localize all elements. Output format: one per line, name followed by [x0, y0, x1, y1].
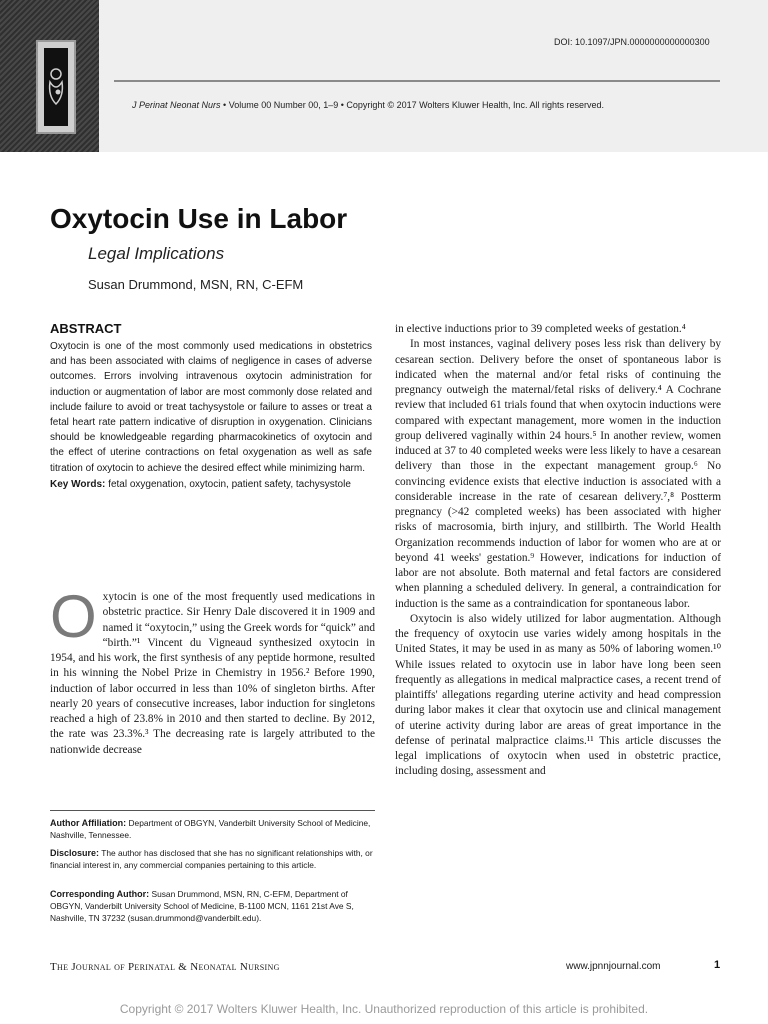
journal-abbrev: J Perinat Neonat Nurs: [132, 100, 221, 110]
affiliation-text: Department of OBGYN, Vanderbilt University School of Medicine, Nashville, Tennessee.: [50, 818, 371, 840]
header-band: [0, 0, 768, 152]
drop-cap: O: [50, 583, 97, 650]
page-number: 1: [714, 959, 721, 971]
disclosure-text: The author has disclosed that she has no significant relationships with, or financial interest in, any commercial companies pertaining to this article.: [50, 848, 373, 870]
mother-child-logo-icon: [44, 48, 68, 126]
paragraph-1: in elective inductions prior to 39 completed weeks of gestation.⁴: [395, 323, 686, 335]
keywords: [50, 477, 372, 492]
author-byline: Susan Drummond, MSN, RN, C-EFM: [88, 277, 304, 292]
logo-frame: [36, 40, 76, 134]
disclosure-label: Disclosure:: [50, 848, 100, 858]
author-affiliation: [50, 817, 375, 841]
affiliation-divider: [50, 810, 375, 811]
copyright-notice: Copyright © 2017 Wolters Kluwer Health, Inc. Unauthorized reproduction of this article is prohibited.: [119, 1002, 649, 1016]
keywords-label: Key Words:: [50, 478, 106, 490]
abstract-text: Oxytocin is one of the most commonly used medications in obstetrics and has been associated with claims of negligence in cases of adverse outcomes. Errors involving intravenous oxytocin administration for induction or augmentation of labor are most commonly dose related and include failure to avoid or treat tachysystole or failure to asses or treat a fetal heart rate pattern indicative of disruption in oxygenation. Clinicians should be knowledgeable regarding pharmacokinetics of oxytocin and the effect of uterine contractions on fetal oxygenation as well as safe titration of oxytocin to achieve the desired effect while minimizing harm.: [50, 341, 372, 474]
citation-details: • Volume 00 Number 00, 1–9 • Copyright © 2017 Wolters Kluwer Health, Inc. All rights reserved.: [220, 100, 604, 110]
header-divider: [114, 80, 720, 82]
body-column-left: [50, 583, 375, 758]
affiliation-label: Author Affiliation:: [50, 818, 127, 828]
corresponding-text: Susan Drummond, MSN, RN, C-EFM, Department of OBGYN, Vanderbilt University School of Medicine, B-1100 MCN, 1161 21st Ave S, Nashville, TN 37232 (susan.drummond@vanderbilt.edu).: [50, 889, 354, 923]
abstract-heading: ABSTRACT: [50, 321, 122, 336]
corresponding-author: [50, 888, 375, 924]
article-title: Oxytocin Use in Labor: [50, 203, 348, 234]
paragraph-2: In most instances, vaginal delivery poses less risk than delivery by cesarean section. Delivery before the onset of spontaneous labor is indicated when the maternal and/or fetal risks of continuing the pregnancy outweigh the maternal/fetal risks of delivery.⁴ A Cochrane review that included 61 trials found that when oxytocin inductions were compared with expectant management, more women in the induction group delivered vaginally within 24 hours.⁵ In another review, women induced at 37 to 40 completed weeks were less likely to have a cesarean delivery than those in the expectant management group.⁶ No convincing evidence exists that elective induction is associated with a considerable increase in the rate of cesarean delivery.⁷,⁸ Postterm pregnancy (>42 completed weeks) has been associated with higher risks of macrosomia, birth injury, and stillbirth. The World Health Organization recommends induction of labor for women who are at or beyond 41 weeks' gestation.⁹ However, indications for induction of labor are not absolute. Both maternal and fetal factors are considered when planning a scheduled delivery. In general, a contraindication for induction is the same as a contraindication for spontaneous labor.: [395, 338, 721, 610]
keywords-list: fetal oxygenation, oxytocin, patient safety, tachysystole: [105, 478, 351, 490]
abstract-section: [50, 321, 372, 492]
body-column-right: [395, 322, 721, 780]
intro-paragraph: xytocin is one of the most frequently used medications in obstetric practice. Sir Henry Dale discovered it in 1909 and named it “oxytocin,” using the Greek words for “quick” and “birth.”¹ Vincent du Vigneaud synthesized oxytocin in 1954, and his work, the first synthesis of any peptide hormone, resulted in his winning the Nobel Prize in Chemistry in 1956.² Before 1990, induction of labor occurred in less than 10% of singleton births. After nearly 20 years of consecutive increases, labor induction for singletons reached a high of 23.8% in 2010 and then started to decline. By 2012, the rate was 23.3%.³ The decreasing rate is largely attributed to the nationwide decrease: [50, 591, 375, 756]
corresponding-label: Corresponding Author:: [50, 889, 150, 899]
paragraph-3: Oxytocin is also widely utilized for labor augmentation. Although the frequency of oxytocin use varies widely among hospitals in the United States, it may be used in as many as 50% of laboring women.¹⁰ While issues related to oxytocin use in labor have long been seen frequently as allegations in medical malpractice cases, a recent trend of plaintiffs' allegations regarding uterine activity and head compression during labor makes it clear that oxytocin use and clinical management of uterine activity during labor are areas of great importance in the defense of perinatal malpractice claims.¹¹ This article discusses the legal implications of oxytocin when used in obstetric practice, including dosing, assessment and: [395, 612, 721, 778]
article-subtitle: Legal Implications: [88, 244, 225, 263]
footer-journal-name: The Journal of Perinatal & Neonatal Nursing: [50, 961, 280, 973]
journal-citation: [132, 100, 604, 110]
footer-url[interactable]: www.jpnnjournal.com: [566, 961, 661, 972]
disclosure: [50, 847, 375, 871]
doi[interactable]: DOI: 10.1097/JPN.0000000000000300: [554, 37, 710, 47]
journal-logo: [0, 0, 99, 152]
